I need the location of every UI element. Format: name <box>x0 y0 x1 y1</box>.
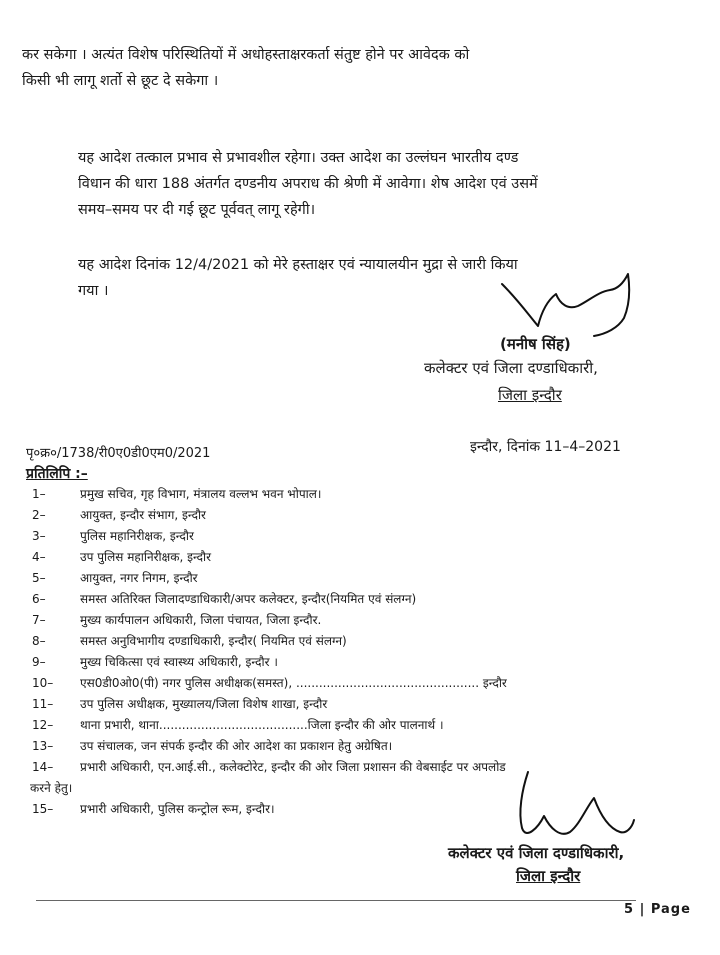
list-number: 10– <box>32 676 54 690</box>
list-text-continuation: करने हेतु। <box>30 781 73 795</box>
page-number: 5 | Page <box>624 902 691 917</box>
text-line: कर सकेगा । अत्यंत विशेष परिस्थितियों में अधोहस्ताक्षरकर्ता संतुष्ट होने पर आवेदक को <box>22 47 470 63</box>
list-item <box>22 610 702 631</box>
list-item <box>22 673 702 694</box>
list-item <box>22 631 702 652</box>
copy-to-heading: प्रतिलिपि :– <box>26 466 88 482</box>
list-item <box>22 652 702 673</box>
list-number: 2– <box>32 508 46 522</box>
text-line: यह आदेश तत्काल प्रभाव से प्रभावशील रहेगा। उक्त आदेश का उल्लंघन भारतीय दण्ड <box>78 150 519 166</box>
signatory-name: (मनीष सिंह) <box>500 335 571 353</box>
list-text: आयुक्त, नगर निगम, इन्दौर <box>80 571 198 585</box>
list-text: समस्त अनुविभागीय दण्डाधिकारी, इन्दौर( नियमित एवं संलग्न) <box>80 634 347 648</box>
list-text: पुलिस महानिरीक्षक, इन्दौर <box>80 529 194 543</box>
reference-number: पृ०क्र०/1738/री0ए0डी0एम0/2021 <box>26 446 211 461</box>
list-number: 5– <box>32 571 46 585</box>
list-item <box>22 736 702 757</box>
list-number: 12– <box>32 718 54 732</box>
list-text: मुख्य कार्यपालन अधिकारी, जिला पंचायत, जिला इन्दौर. <box>80 613 322 627</box>
text-line: विधान की धारा 188 अंतर्गत दण्डनीय अपराध की श्रेणी में आवेगा। शेष आदेश एवं उसमें <box>78 176 538 192</box>
list-number: 4– <box>32 550 46 564</box>
list-item <box>22 484 702 505</box>
handwritten-signature-top <box>498 270 638 340</box>
list-text: प्रभारी अधिकारी, पुलिस कन्ट्रोल रूम, इन्दौर। <box>80 802 275 816</box>
list-text: एस0डी0ओ0(पी) नगर पुलिस अधीक्षक(समस्त), ................................................ इन्दौर <box>80 676 507 690</box>
list-item <box>22 505 702 526</box>
signatory-designation-bottom: कलेक्टर एवं जिला दण्डाधिकारी, <box>448 844 625 862</box>
signatory-place-bottom: जिला इन्दौर <box>516 867 581 885</box>
list-number: 1– <box>32 487 46 501</box>
list-text-line: प्रभारी अधिकारी, एन.आई.सी., कलेक्टोरेट, इन्दौर की ओर जिला प्रशासन की वेबसाईट पर अपलोड <box>80 760 506 774</box>
list-text: उप संचालक, जन संपर्क इन्दौर की ओर आदेश का प्रकाशन हेतु अग्रेषित। <box>80 739 393 753</box>
signatory-place: जिला इन्दौर <box>498 386 562 404</box>
footer-divider <box>36 900 636 901</box>
list-number: 7– <box>32 613 46 627</box>
list-item <box>22 589 702 610</box>
handwritten-signature-bottom <box>508 768 638 848</box>
list-text: आयुक्त, इन्दौर संभाग, इन्दौर <box>80 508 206 522</box>
list-number: 8– <box>32 634 46 648</box>
list-item <box>22 715 702 736</box>
list-number: 3– <box>32 529 46 543</box>
list-item <box>22 694 702 715</box>
reference-date: इन्दौर, दिनांक 11–4–2021 <box>470 439 621 455</box>
list-number: 11– <box>32 697 54 711</box>
text-line: गया । <box>78 283 109 299</box>
list-number: 13– <box>32 739 54 753</box>
list-text: उप पुलिस अधीक्षक, मुख्यालय/जिला विशेष शाखा, इन्दौर <box>80 697 328 711</box>
list-number: 15– <box>32 802 54 816</box>
list-number: 9– <box>32 655 46 669</box>
list-number: 6– <box>32 592 46 606</box>
list-text: थाना प्रभारी, थाना.......................................जिला इन्दौर की ओर पालनार्थ । <box>80 718 444 732</box>
paragraph-exemption <box>22 42 672 94</box>
list-text: उप पुलिस महानिरीक्षक, इन्दौर <box>80 550 212 564</box>
list-text: प्रमुख सचिव, गृह विभाग, मंत्रालय वल्लभ भवन भोपाल। <box>80 487 322 501</box>
list-item <box>22 547 702 568</box>
list-text: समस्त अतिरिक्त जिलादण्डाधिकारी/अपर कलेक्टर, इन्दौर(नियमित एवं संलग्न) <box>80 592 417 606</box>
text-line: यह आदेश दिनांक 12/4/2021 को मेरे हस्ताक्षर एवं न्यायालयीन मुद्रा से जारी किया <box>78 257 518 273</box>
list-text: मुख्य चिकित्सा एवं स्वास्थ्य अधिकारी, इन्दौर । <box>80 655 278 669</box>
paragraph-effect <box>22 145 672 223</box>
list-item <box>22 526 702 547</box>
signatory-designation: कलेक्टर एवं जिला दण्डाधिकारी, <box>424 359 598 377</box>
list-number: 14– <box>32 760 54 774</box>
text-line: समय–समय पर दी गई छूट पूर्ववत् लागू रहेगी। <box>78 202 316 218</box>
list-item <box>22 568 702 589</box>
text-line: किसी भी लागू शर्तो से छूट दे सकेगा । <box>22 73 219 89</box>
